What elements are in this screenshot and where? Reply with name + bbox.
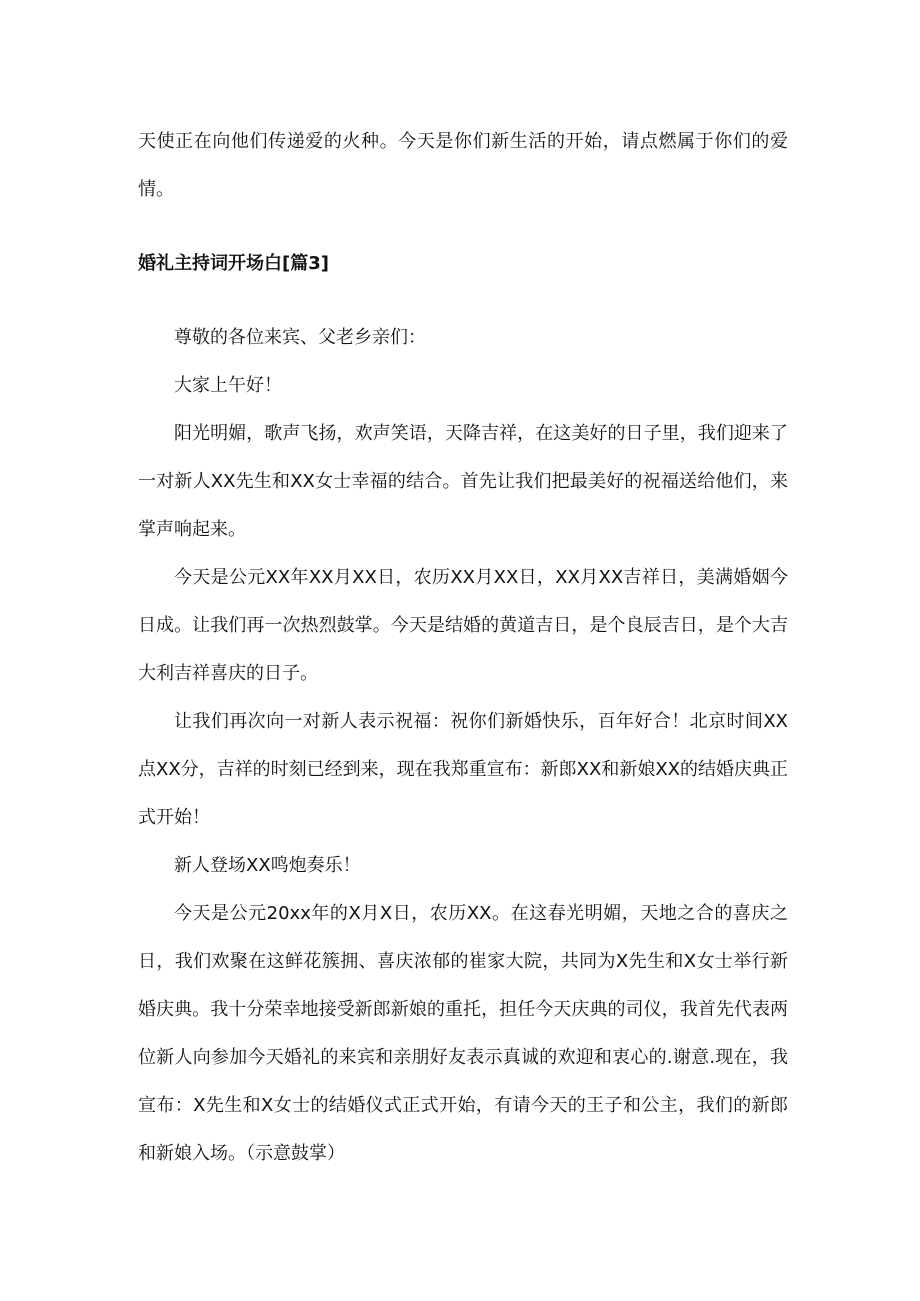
- paragraph-ceremony: 今天是公元20xx年的X月X日，农历XX。在这春光明媚，天地之合的喜庆之日，我们欢聚在这鲜花簇拥、喜庆浓郁的崔家大院，共同为X先生和X女士举行新婚庆典。我十分荣幸地接受新郎新娘的重托，担任今天庆典的司仪，我首先代表两位新人向参加今天婚礼的来宾和亲朋好友表示真诚的欢迎和衷心的.谢意.现在，我宣布：X先生和X女士的结婚仪式正式开始，有请今天的王子和公主，我们的新郎和新娘入场。（示意鼓掌）: [138, 903, 788, 1164]
- document-page: [138, 118, 788, 1178]
- paragraph-blessing: 让我们再次向一对新人表示祝福：祝你们新婚快乐，百年好合！北京时间XX点XX分，吉祥的时刻已经到来，现在我郑重宣布：新郎XX和新娘XX的结婚庆典正式开始！: [138, 711, 788, 828]
- paragraph-continued: 天使正在向他们传递爱的火种。今天是你们新生活的开始，请点燃属于你们的爱情。: [138, 131, 788, 200]
- paragraph-greeting-morning: 大家上午好！: [174, 375, 282, 396]
- paragraph-greeting-guests: 尊敬的各位来宾、父老乡亲们：: [174, 327, 426, 348]
- paragraph-sunshine: 阳光明媚，歌声飞扬，欢声笑语，天降吉祥，在这美好的日子里，我们迎来了一对新人XX先生和XX女士幸福的结合。首先让我们把最美好的祝福送给他们，来掌声响起来。: [138, 423, 788, 540]
- section-heading: 婚礼主持词开场白[篇3]: [138, 253, 329, 274]
- paragraph-date: 今天是公元XX年XX月XX日，农历XX月XX日，XX月XX吉祥日，美满婚姻今日成。让我们再一次热烈鼓掌。今天是结婚的黄道吉日，是个良辰吉日，是个大吉大利吉祥喜庆的日子。: [138, 567, 788, 684]
- paragraph-entrance: 新人登场XX鸣炮奏乐！: [174, 855, 361, 876]
